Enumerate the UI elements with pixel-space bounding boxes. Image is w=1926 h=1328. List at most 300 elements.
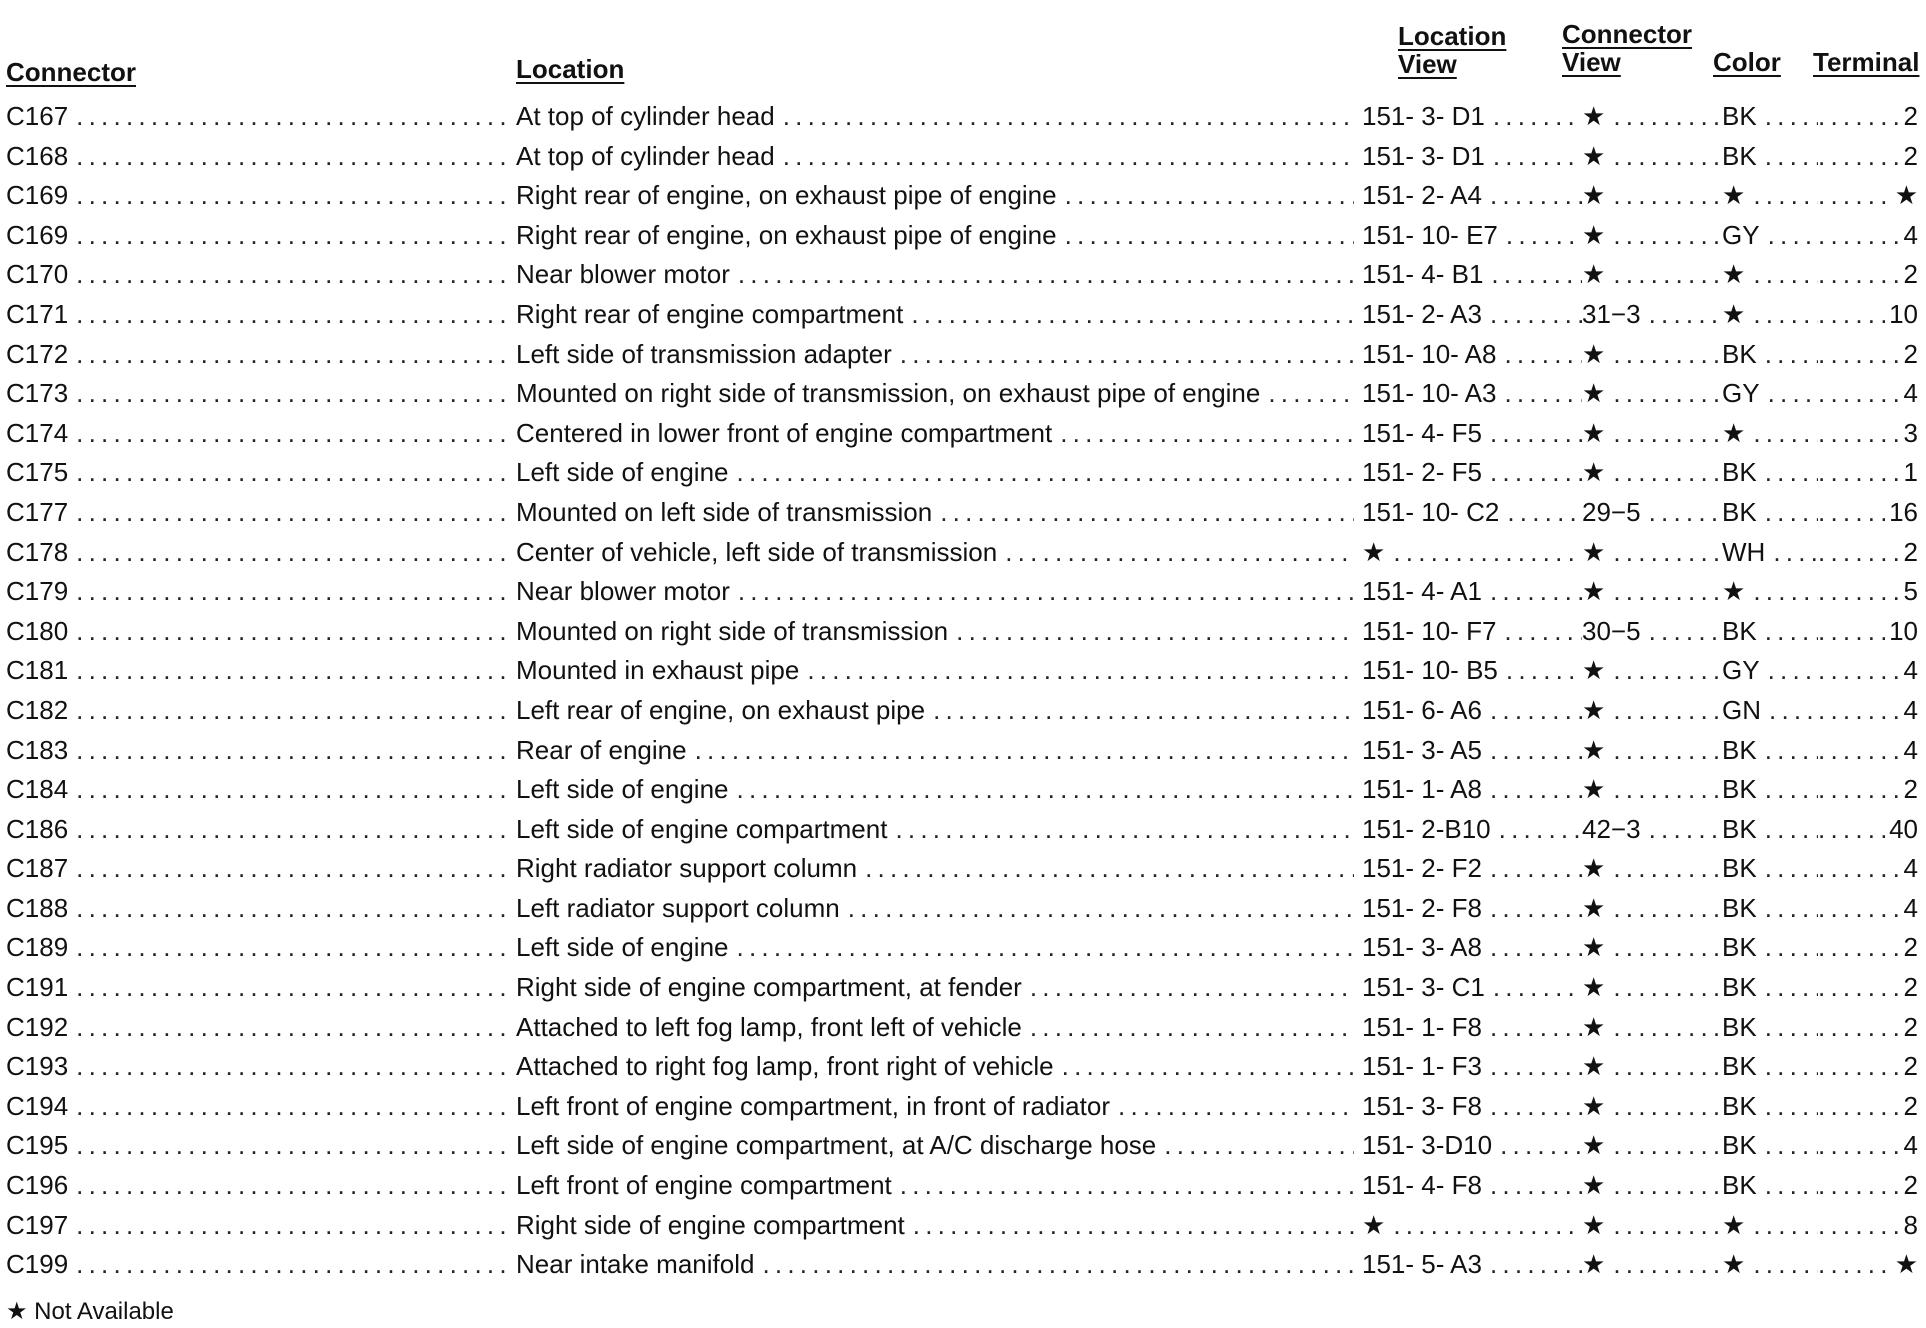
table-row <box>0 216 1926 256</box>
cell-location-text: Left front of engine compartment <box>516 1166 900 1206</box>
cell-terminal-text: 8 <box>1903 1209 1918 1240</box>
dot-leader <box>1818 651 1900 691</box>
cell-location-view <box>1362 731 1582 771</box>
cell-connector-text: C195 <box>6 1126 76 1166</box>
cell-location-view-text: 151- 2- F2 <box>1362 849 1490 889</box>
dot-leader <box>1765 493 1818 533</box>
dot-leader <box>76 97 510 137</box>
cell-color <box>1722 1206 1818 1246</box>
cell-connector <box>6 1166 510 1206</box>
cell-location <box>516 414 1354 454</box>
dot-leader <box>1613 335 1720 375</box>
cell-connector-view-text: 42−3 <box>1582 810 1649 850</box>
cell-color <box>1722 1008 1818 1048</box>
cell-terminal-text: 3 <box>1903 417 1918 448</box>
cell-connector-view <box>1582 810 1720 850</box>
cell-color-text: ★ <box>1722 295 1753 335</box>
cell-location-text: Right rear of engine, on exhaust pipe of engine <box>516 216 1065 256</box>
cell-connector-view <box>1582 414 1720 454</box>
cell-location-text: Left side of engine <box>516 928 737 968</box>
cell-connector <box>6 1126 510 1166</box>
cell-connector-text: C187 <box>6 849 76 889</box>
cell-terminal <box>1818 1047 1918 1087</box>
table-row <box>0 1047 1926 1087</box>
cell-location <box>516 1245 1354 1285</box>
dot-leader <box>1765 137 1818 177</box>
cell-terminal-text: 10 <box>1889 298 1918 329</box>
cell-terminal-text: 2 <box>1903 536 1918 567</box>
cell-connector-text: C196 <box>6 1166 76 1206</box>
dot-leader <box>76 691 510 731</box>
table-row <box>0 335 1926 375</box>
dot-leader <box>848 889 1354 929</box>
table-row <box>0 651 1926 691</box>
dot-leader <box>1818 928 1900 968</box>
cell-color-text: GY <box>1722 374 1768 414</box>
cell-connector-view <box>1582 493 1720 533</box>
cell-terminal <box>1818 453 1918 493</box>
cell-terminal <box>1818 295 1918 335</box>
dot-leader <box>1506 651 1582 691</box>
cell-connector-view <box>1582 97 1720 137</box>
cell-location-view-text: 151- 3- C1 <box>1362 968 1493 1008</box>
cell-location-view-text: 151- 3- D1 <box>1362 97 1493 137</box>
dot-leader <box>76 731 510 771</box>
cell-terminal <box>1818 216 1918 256</box>
cell-connector-view-text: 29−5 <box>1582 493 1649 533</box>
dot-leader <box>762 1245 1354 1285</box>
dot-leader <box>1818 374 1900 414</box>
cell-color-text: ★ <box>1722 255 1753 295</box>
cell-location <box>516 374 1354 414</box>
cell-location <box>516 493 1354 533</box>
cell-connector <box>6 1047 510 1087</box>
cell-location-view <box>1362 651 1582 691</box>
cell-location-view <box>1362 1245 1582 1285</box>
cell-color-text: WH <box>1722 533 1773 573</box>
dot-leader <box>76 533 510 573</box>
cell-location-view <box>1362 889 1582 929</box>
cell-connector <box>6 691 510 731</box>
cell-connector-text: C188 <box>6 889 76 929</box>
dot-leader <box>900 335 1354 375</box>
cell-location-text: Center of vehicle, left side of transmission <box>516 533 1005 573</box>
dot-leader <box>1765 97 1818 137</box>
dot-leader <box>1753 414 1818 454</box>
cell-location-view <box>1362 770 1582 810</box>
cell-color <box>1722 1126 1818 1166</box>
cell-location-view-text: 151- 1- A8 <box>1362 770 1490 810</box>
cell-color-text: BK <box>1722 1166 1765 1206</box>
dot-leader <box>76 770 510 810</box>
cell-connector-text: C169 <box>6 176 76 216</box>
cell-location <box>516 295 1354 335</box>
cell-connector-view-text: ★ <box>1582 849 1613 889</box>
cell-connector <box>6 533 510 573</box>
cell-location-text: At top of cylinder head <box>516 137 783 177</box>
dot-leader <box>1613 137 1720 177</box>
cell-location <box>516 335 1354 375</box>
cell-location <box>516 1008 1354 1048</box>
table-row <box>0 137 1926 177</box>
cell-terminal-text: 4 <box>1903 378 1918 409</box>
cell-color <box>1722 651 1818 691</box>
cell-terminal <box>1818 137 1918 177</box>
cell-terminal <box>1818 928 1918 968</box>
cell-connector-view-text: ★ <box>1582 928 1613 968</box>
cell-connector-view <box>1582 770 1720 810</box>
cell-connector-text: C175 <box>6 453 76 493</box>
cell-connector <box>6 137 510 177</box>
cell-connector <box>6 255 510 295</box>
cell-connector-view <box>1582 968 1720 1008</box>
cell-connector <box>6 849 510 889</box>
dot-leader <box>1818 137 1900 177</box>
cell-location-view-text: 151- 3- A8 <box>1362 928 1490 968</box>
dot-leader <box>1818 414 1900 454</box>
cell-color-text: BK <box>1722 770 1765 810</box>
cell-connector-text: C174 <box>6 414 76 454</box>
cell-terminal <box>1818 176 1918 216</box>
cell-terminal <box>1818 1008 1918 1048</box>
cell-connector-view-text: ★ <box>1582 533 1613 573</box>
cell-color <box>1722 731 1818 771</box>
cell-location <box>516 849 1354 889</box>
cell-connector-text: C186 <box>6 810 76 850</box>
cell-color-text: BK <box>1722 1126 1765 1166</box>
dot-leader <box>1613 216 1720 256</box>
cell-connector-view <box>1582 612 1720 652</box>
cell-terminal <box>1818 255 1918 295</box>
dot-leader <box>1765 1008 1818 1048</box>
cell-location <box>516 97 1354 137</box>
dot-leader <box>1490 1245 1582 1285</box>
cell-connector-text: C199 <box>6 1245 76 1285</box>
dot-leader <box>1490 889 1582 929</box>
dot-leader <box>737 770 1355 810</box>
dot-leader <box>76 216 510 256</box>
dot-leader <box>1613 1206 1720 1246</box>
table-row <box>0 97 1926 137</box>
cell-color-text: BK <box>1722 335 1765 375</box>
cell-connector-view <box>1582 335 1720 375</box>
dot-leader <box>1613 176 1720 216</box>
table-row <box>0 1008 1926 1048</box>
cell-connector <box>6 335 510 375</box>
cell-connector-text: C171 <box>6 295 76 335</box>
dot-leader <box>76 453 510 493</box>
cell-location-text: Rear of engine <box>516 731 695 771</box>
dot-leader <box>1765 889 1818 929</box>
dot-leader <box>1818 849 1900 889</box>
cell-connector <box>6 572 510 612</box>
cell-location-text: Left front of engine compartment, in front of radiator <box>516 1087 1118 1127</box>
cell-terminal-text: 2 <box>1903 1051 1918 1082</box>
dot-leader <box>1060 414 1354 454</box>
dot-leader <box>956 612 1354 652</box>
cell-terminal-text: 2 <box>1903 259 1918 290</box>
cell-terminal <box>1818 968 1918 1008</box>
cell-color-text: BK <box>1722 493 1765 533</box>
cell-location-view-text: 151- 1- F8 <box>1362 1008 1490 1048</box>
table-row <box>0 295 1926 335</box>
cell-location-view <box>1362 493 1582 533</box>
cell-connector-text: C172 <box>6 335 76 375</box>
dot-leader <box>1490 1047 1582 1087</box>
dot-leader <box>783 137 1354 177</box>
dot-leader <box>1818 176 1891 216</box>
cell-location-text: Attached to right fog lamp, front right of vehicle <box>516 1047 1062 1087</box>
dot-leader <box>1490 1087 1582 1127</box>
cell-connector <box>6 1008 510 1048</box>
table-row <box>0 1126 1926 1166</box>
table-row <box>0 255 1926 295</box>
cell-connector <box>6 810 510 850</box>
dot-leader <box>1490 691 1582 731</box>
cell-connector-view <box>1582 889 1720 929</box>
table-row <box>0 572 1926 612</box>
dot-leader <box>76 572 510 612</box>
cell-location-text: Near intake manifold <box>516 1245 762 1285</box>
header-color: Color <box>1713 47 1781 77</box>
cell-connector <box>6 374 510 414</box>
cell-location-view <box>1362 414 1582 454</box>
table-row <box>0 731 1926 771</box>
cell-location-view-text: 151- 2- F8 <box>1362 889 1490 929</box>
dot-leader <box>1818 335 1900 375</box>
cell-connector-text: C183 <box>6 731 76 771</box>
dot-leader <box>76 1047 510 1087</box>
table-row <box>0 691 1926 731</box>
cell-connector-view-text: ★ <box>1582 216 1613 256</box>
header-connector-view-line1: Connector <box>1562 19 1692 49</box>
cell-connector-view <box>1582 453 1720 493</box>
dot-leader <box>1499 810 1582 850</box>
cell-color-text: BK <box>1722 612 1765 652</box>
dot-leader <box>76 255 510 295</box>
cell-connector <box>6 216 510 256</box>
cell-location-view-text: 151- 10- A3 <box>1362 374 1504 414</box>
dot-leader <box>1753 255 1818 295</box>
dot-leader <box>1649 493 1720 533</box>
cell-location-view <box>1362 1206 1582 1246</box>
dot-leader <box>1818 295 1885 335</box>
dot-leader <box>895 810 1354 850</box>
cell-location-view-text: 151- 4- B1 <box>1362 255 1491 295</box>
cell-connector-view <box>1582 176 1720 216</box>
dot-leader <box>76 335 510 375</box>
cell-terminal-text: 4 <box>1903 853 1918 884</box>
cell-terminal-text: 16 <box>1889 496 1918 527</box>
cell-connector-view-text: ★ <box>1582 137 1613 177</box>
connector-table-body <box>0 97 1926 1285</box>
cell-terminal-text: 2 <box>1903 932 1918 963</box>
cell-color <box>1722 335 1818 375</box>
dot-leader <box>1493 97 1582 137</box>
cell-location-view-text: 151- 10- A8 <box>1362 335 1504 375</box>
cell-terminal-text: ★ <box>1894 1249 1918 1280</box>
dot-leader <box>1818 612 1885 652</box>
cell-connector <box>6 493 510 533</box>
cell-connector-view-text: ★ <box>1582 651 1613 691</box>
cell-connector-text: C184 <box>6 770 76 810</box>
cell-color-text: ★ <box>1722 176 1753 216</box>
cell-connector-view-text: ★ <box>1582 1245 1613 1285</box>
cell-connector-text: C178 <box>6 533 76 573</box>
dot-leader <box>76 176 510 216</box>
dot-leader <box>1818 1087 1900 1127</box>
dot-leader <box>76 137 510 177</box>
dot-leader <box>76 414 510 454</box>
cell-connector <box>6 1087 510 1127</box>
dot-leader <box>1613 968 1720 1008</box>
cell-location-text: Left side of engine compartment, at A/C discharge hose <box>516 1126 1164 1166</box>
cell-connector <box>6 453 510 493</box>
cell-connector-view-text: ★ <box>1582 1087 1613 1127</box>
cell-color <box>1722 493 1818 533</box>
dot-leader <box>1613 770 1720 810</box>
dot-leader <box>1500 1126 1582 1166</box>
dot-leader <box>1818 533 1900 573</box>
cell-connector-view <box>1582 1245 1720 1285</box>
dot-leader <box>1765 810 1818 850</box>
dot-leader <box>1490 176 1582 216</box>
dot-leader <box>1818 1126 1900 1166</box>
dot-leader <box>1613 572 1720 612</box>
dot-leader <box>76 849 510 889</box>
dot-leader <box>1818 691 1900 731</box>
cell-connector <box>6 176 510 216</box>
cell-location <box>516 651 1354 691</box>
dot-leader <box>1504 374 1582 414</box>
dot-leader <box>807 651 1354 691</box>
dot-leader <box>76 1166 510 1206</box>
cell-color-text: ★ <box>1722 414 1753 454</box>
dot-leader <box>900 1166 1354 1206</box>
dot-leader <box>1613 731 1720 771</box>
cell-connector-text: C168 <box>6 137 76 177</box>
dot-leader <box>76 810 510 850</box>
cell-location-view-text: 151- 4- A1 <box>1362 572 1490 612</box>
cell-color <box>1722 295 1818 335</box>
dot-leader <box>1753 1245 1818 1285</box>
dot-leader <box>1613 533 1720 573</box>
dot-leader <box>1649 612 1720 652</box>
cell-location-text: Right rear of engine compartment <box>516 295 911 335</box>
cell-color <box>1722 810 1818 850</box>
cell-location-view <box>1362 810 1582 850</box>
cell-location-view <box>1362 453 1582 493</box>
dot-leader <box>1493 968 1582 1008</box>
cell-connector-view-text: ★ <box>1582 1126 1613 1166</box>
cell-color-text: GY <box>1722 216 1768 256</box>
cell-terminal-text: 2 <box>1903 338 1918 369</box>
cell-connector-view-text: ★ <box>1582 1047 1613 1087</box>
dot-leader <box>911 295 1354 335</box>
dot-leader <box>1818 1206 1900 1246</box>
cell-terminal-text: 4 <box>1903 734 1918 765</box>
cell-location-view-text: 151- 4- F8 <box>1362 1166 1490 1206</box>
table-row <box>0 374 1926 414</box>
cell-location <box>516 889 1354 929</box>
dot-leader <box>1164 1126 1354 1166</box>
cell-color <box>1722 137 1818 177</box>
cell-connector-text: C173 <box>6 374 76 414</box>
cell-terminal-text: 2 <box>1903 1090 1918 1121</box>
dot-leader <box>1765 849 1818 889</box>
dot-leader <box>1765 612 1818 652</box>
cell-terminal-text: 10 <box>1889 615 1918 646</box>
dot-leader <box>1613 1126 1720 1166</box>
cell-color <box>1722 889 1818 929</box>
dot-leader <box>1613 691 1720 731</box>
cell-location <box>516 216 1354 256</box>
cell-connector-view <box>1582 1126 1720 1166</box>
cell-terminal-text: 1 <box>1903 457 1918 488</box>
cell-connector-view <box>1582 1206 1720 1246</box>
dot-leader <box>1753 1206 1818 1246</box>
dot-leader <box>1818 1008 1900 1048</box>
cell-color <box>1722 255 1818 295</box>
cell-color-text: ★ <box>1722 1206 1753 1246</box>
cell-terminal-text: 4 <box>1903 1130 1918 1161</box>
dot-leader <box>1490 928 1582 968</box>
dot-leader <box>1613 255 1720 295</box>
cell-connector-view-text: ★ <box>1582 374 1613 414</box>
cell-terminal <box>1818 731 1918 771</box>
cell-connector-text: C167 <box>6 97 76 137</box>
cell-location <box>516 810 1354 850</box>
cell-connector-text: C179 <box>6 572 76 612</box>
dot-leader <box>1393 533 1582 573</box>
dot-leader <box>1768 216 1818 256</box>
dot-leader <box>1506 216 1582 256</box>
table-row <box>0 810 1926 850</box>
cell-location-text: Right radiator support column <box>516 849 865 889</box>
dot-leader <box>1769 691 1818 731</box>
cell-location-view-text: 151- 10- C2 <box>1362 493 1507 533</box>
dot-leader <box>1613 374 1720 414</box>
cell-terminal-text: 40 <box>1889 813 1918 844</box>
table-row <box>0 176 1926 216</box>
cell-location-text: Right side of engine compartment, at fender <box>516 968 1030 1008</box>
cell-location-view <box>1362 216 1582 256</box>
dot-leader <box>1753 572 1818 612</box>
cell-location-view <box>1362 1126 1582 1166</box>
cell-color <box>1722 612 1818 652</box>
cell-location-view <box>1362 335 1582 375</box>
dot-leader <box>1065 216 1354 256</box>
cell-connector <box>6 97 510 137</box>
cell-color-text: ★ <box>1722 1245 1753 1285</box>
table-row <box>0 612 1926 652</box>
dot-leader <box>933 691 1354 731</box>
cell-connector-view <box>1582 572 1720 612</box>
header-connector: Connector <box>6 57 136 87</box>
dot-leader <box>1818 810 1885 850</box>
dot-leader <box>1490 414 1582 454</box>
cell-location <box>516 691 1354 731</box>
cell-location <box>516 612 1354 652</box>
cell-location-view <box>1362 1166 1582 1206</box>
cell-connector-view-text: ★ <box>1582 572 1613 612</box>
cell-terminal <box>1818 374 1918 414</box>
cell-location-text: Near blower motor <box>516 572 738 612</box>
dot-leader <box>1507 493 1582 533</box>
cell-connector-view <box>1582 1166 1720 1206</box>
dot-leader <box>1765 1126 1818 1166</box>
cell-color <box>1722 216 1818 256</box>
